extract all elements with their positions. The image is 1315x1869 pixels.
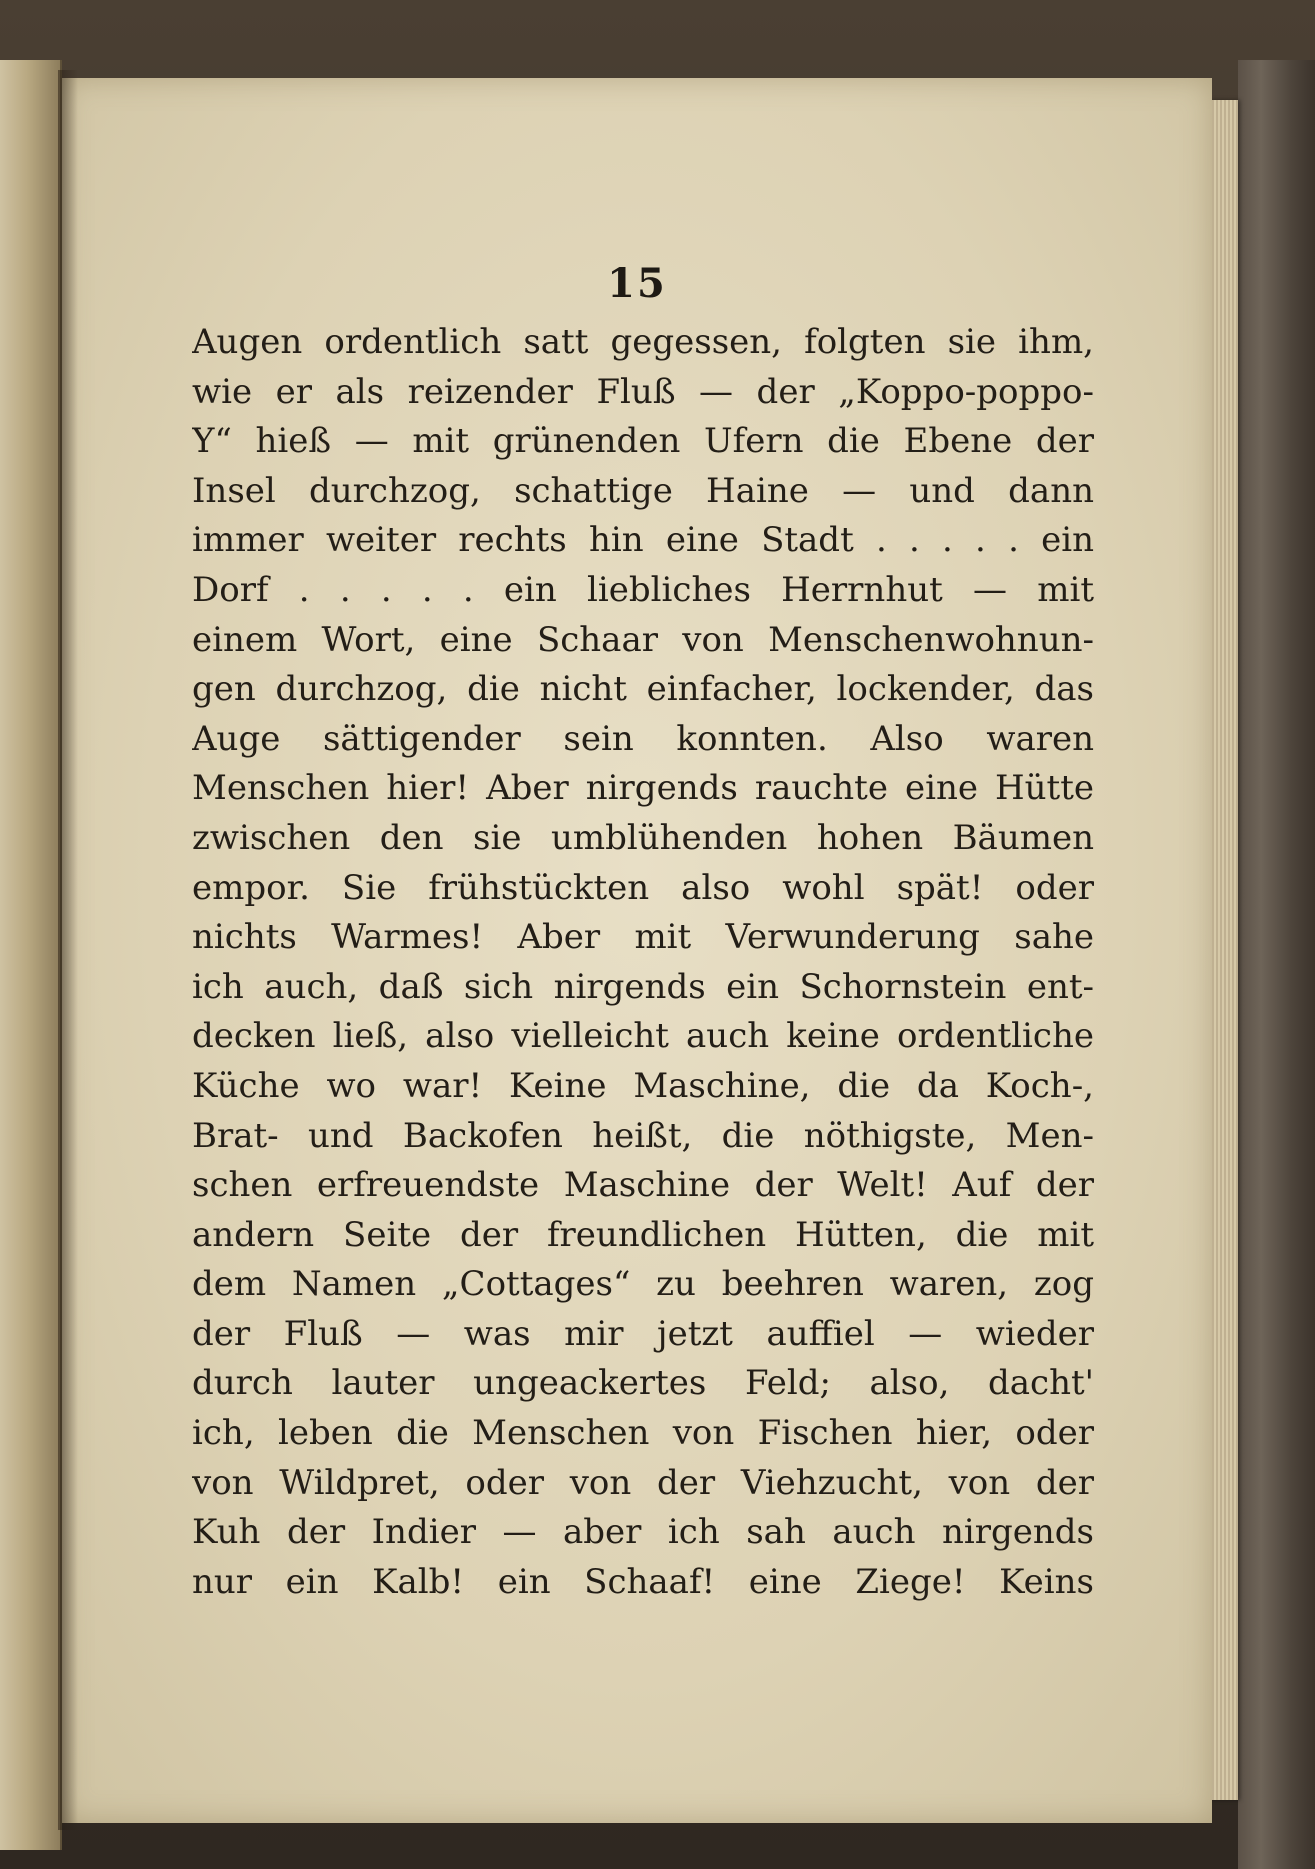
text-line: durch lauter ungeackertes Feld; also, dacht' — [192, 1363, 1094, 1404]
text-line: schen erfreuendste Maschine der Welt! Auf der — [192, 1165, 1094, 1206]
text-line: empor. Sie frühstückten also wohl spät! oder — [192, 867, 1094, 908]
text-line: der Fluß — was mir jetzt auffiel — wieder — [192, 1313, 1094, 1354]
page-number: 15 — [607, 260, 667, 307]
book-page — [62, 78, 1212, 1823]
text-line: zwischen den sie umblühenden hohen Bäumen — [192, 817, 1094, 858]
book-cover-edge — [1238, 60, 1315, 1869]
text-line: andern Seite der freundlichen Hütten, die mit — [192, 1214, 1094, 1255]
text-line: Kuh der Indier — aber ich sah auch nirgends — [192, 1512, 1094, 1553]
text-line: gen durchzog, die nicht einfacher, lockender, das — [192, 669, 1094, 710]
text-line: Dorf . . . . . ein liebliches Herrnhut — mit — [192, 569, 1094, 610]
text-line: einem Wort, eine Schaar von Menschenwohnun- — [192, 619, 1094, 660]
text-line: Augen ordentlich satt gegessen, folgten sie ihm, — [192, 322, 1094, 362]
text-line: dem Namen „Cottages“ zu beehren waren, zog — [192, 1264, 1094, 1305]
body-text — [192, 318, 1094, 1607]
text-line: Insel durchzog, schattige Haine — und dann — [192, 470, 1094, 511]
left-page-edge — [0, 60, 62, 1850]
text-line: nichts Warmes! Aber mit Verwunderung sahe — [192, 917, 1094, 958]
text-line: ich, leben die Menschen von Fischen hier, oder — [192, 1413, 1094, 1454]
text-line: Y“ hieß — mit grünenden Ufern die Ebene der — [192, 421, 1094, 462]
binding-shadow — [58, 70, 78, 1830]
text-line: ich auch, daß sich nirgends ein Schornstein ent- — [192, 966, 1094, 1007]
text-line: Menschen hier! Aber nirgends rauchte eine Hütte — [192, 768, 1094, 809]
text-line: Auge sättigender sein konnten. Also waren — [192, 718, 1094, 759]
text-line: Küche wo war! Keine Maschine, die da Koch-, — [192, 1065, 1094, 1106]
text-line: nur ein Kalb! ein Schaaf! eine Ziege! Keins — [192, 1561, 1094, 1602]
text-line: decken ließ, also vielleicht auch keine ordentliche — [192, 1016, 1094, 1057]
page-stack-edge — [1210, 100, 1238, 1800]
text-line: wie er als reizender Fluß — der „Koppo-poppo- — [192, 371, 1094, 412]
text-line: von Wildpret, oder von der Viehzucht, von der — [192, 1462, 1094, 1503]
text-line: Brat- und Backofen heißt, die nöthigste, Men- — [192, 1115, 1094, 1156]
text-line: immer weiter rechts hin eine Stadt . . . . . ein — [192, 520, 1094, 561]
